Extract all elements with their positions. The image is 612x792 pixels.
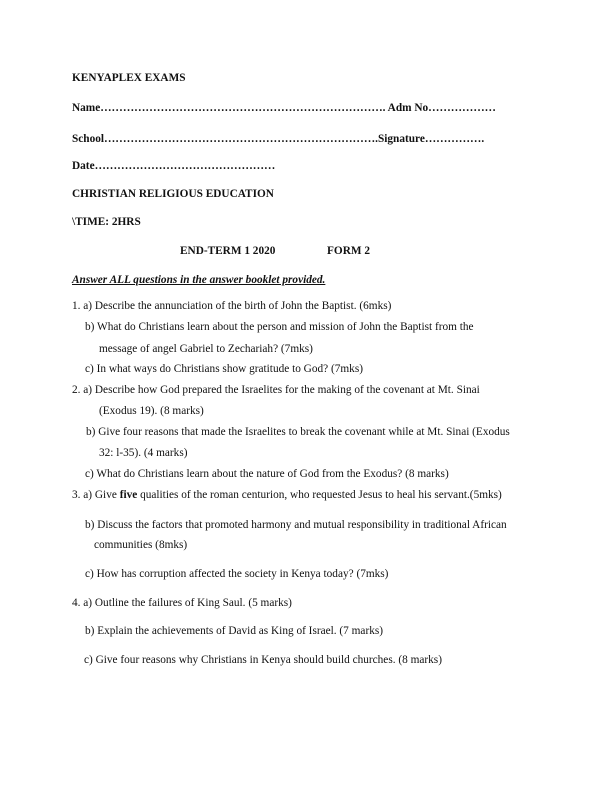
question-4c: c) Give four reasons why Christians in Kenya should build churches. (8 marks) [84, 654, 442, 666]
instruction: Answer ALL questions in the answer booklet provided. [72, 274, 326, 286]
subject-title: CHRISTIAN RELIGIOUS EDUCATION [72, 188, 274, 200]
question-3a-pre: 3. a) Give [72, 489, 120, 501]
question-3a-post: qualities of the roman centurion, who requested Jesus to heal his servant.(5mks) [137, 489, 502, 501]
time-allowed: \TIME: 2HRS [72, 216, 141, 228]
question-2b-cont: 32: l-35). (4 marks) [99, 447, 188, 459]
school-label: School………………………………………………………………. [72, 133, 378, 145]
question-3b-cont: communities (8mks) [94, 539, 188, 551]
question-1b-cont: message of angel Gabriel to Zechariah? (7mks) [99, 343, 313, 355]
question-3c: c) How has corruption affected the society in Kenya today? (7mks) [85, 568, 389, 580]
question-4a: 4. a) Outline the failures of King Saul. (5 marks) [72, 597, 292, 609]
exam-term: END-TERM 1 2020 [180, 245, 276, 257]
org-name: KENYAPLEX EXAMS [72, 72, 186, 84]
question-1a: 1. a) Describe the annunciation of the birth of John the Baptist. (6mks) [72, 300, 392, 312]
question-2a: 2. a) Describe how God prepared the Israelites for the making of the covenant at Mt. Sinai [72, 384, 480, 396]
question-2b: b) Give four reasons that made the Israelites to break the covenant while at Mt. Sinai (Exodus [86, 426, 510, 438]
adm-no-label: Adm No……………… [385, 102, 496, 114]
signature-label: Signature……………. [377, 133, 485, 145]
date-field: Date………………………………………… [72, 160, 276, 172]
question-2a-cont: (Exodus 19). (8 marks) [99, 405, 204, 417]
exam-form: FORM 2 [327, 245, 370, 257]
question-4b: b) Explain the achievements of David as King of Israel. (7 marks) [85, 625, 384, 637]
name-label: Name…………………………………………………………………. [72, 102, 386, 114]
school-field [72, 132, 484, 146]
question-1c: c) In what ways do Christians show gratitude to God? (7mks) [85, 363, 363, 375]
name-field [72, 101, 496, 115]
question-3b: b) Discuss the factors that promoted harmony and mutual responsibility in traditional African [85, 519, 507, 531]
question-2c: c) What do Christians learn about the nature of God from the Exodus? (8 marks) [85, 468, 449, 480]
question-3a-emphasis: five [119, 489, 138, 501]
question-1b: b) What do Christians learn about the person and mission of John the Baptist from the [85, 321, 474, 333]
question-3a [72, 488, 502, 502]
